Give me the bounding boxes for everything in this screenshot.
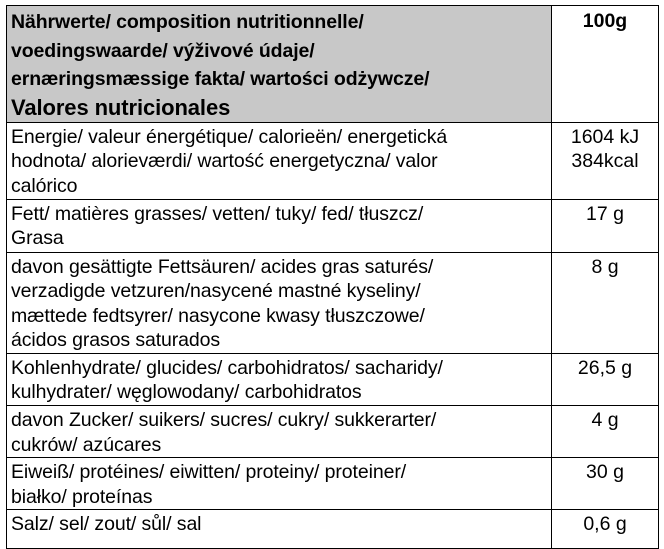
row-label-cell bbox=[7, 353, 552, 405]
row-value-cell bbox=[552, 406, 659, 458]
row-label-protein: Eiweiß/ protéines/ eiwitten/ proteiny/ proteiner/ białko/ proteínas bbox=[11, 461, 407, 508]
row-label-cell bbox=[7, 199, 552, 252]
row-value-cell bbox=[552, 510, 659, 549]
header-title-lines: Nährwerte/ composition nutritionnelle/ voedingswaarde/ výživové údaje/ ernæringsmæssige fakta/ wartości odżywcze/ bbox=[11, 11, 430, 90]
table-row bbox=[7, 122, 659, 199]
row-value-protein: 30 g bbox=[586, 461, 624, 484]
table-row bbox=[7, 458, 659, 510]
header-title bbox=[7, 6, 551, 122]
row-label-cell bbox=[7, 406, 552, 458]
row-label-salt: Salz/ sel/ zout/ sůl/ sal bbox=[11, 513, 202, 536]
row-label-saturated-fat: davon gesättigte Fettsäuren/ acides gras saturés/ verzadigde vetzuren/nasycené mastné kyseliny/ mættede fedtsyrer/ nasycone kwasy tłuszczowe/ ácidos grasos saturados bbox=[11, 255, 434, 352]
header-value-cell bbox=[552, 6, 659, 123]
row-value-saturated-fat: 8 g bbox=[591, 255, 619, 278]
row-value-cell bbox=[552, 252, 659, 353]
row-value-cell bbox=[552, 353, 659, 405]
table-row bbox=[7, 252, 659, 353]
header-title-last: Valores nutricionales bbox=[11, 94, 231, 120]
row-label-cell bbox=[7, 458, 552, 510]
header-row bbox=[7, 6, 659, 123]
row-label-cell bbox=[7, 122, 552, 199]
row-value-energy: 1604 kJ 384kcal bbox=[570, 125, 640, 173]
row-value-cell bbox=[552, 199, 659, 252]
row-value-fat: 17 g bbox=[586, 202, 624, 225]
row-label-fat: Fett/ matières grasses/ vetten/ tuky/ fed/ tłuszcz/ Grasa bbox=[11, 202, 424, 250]
row-label-sugars: davon Zucker/ suikers/ sucres/ cukry/ sukkerarter/ cukrów/ azúcares bbox=[11, 409, 437, 456]
table-row bbox=[7, 199, 659, 252]
nutrition-table bbox=[6, 5, 659, 549]
row-value-cell bbox=[552, 122, 659, 199]
row-value-sugars: 4 g bbox=[591, 409, 619, 432]
table-row bbox=[7, 353, 659, 405]
table-row bbox=[7, 510, 659, 549]
row-value-carbohydrates: 26,5 g bbox=[577, 356, 633, 379]
row-label-cell bbox=[7, 252, 552, 353]
row-label-carbohydrates: Kohlenhydrate/ glucides/ carbohidratos/ sacharidy/ kulhydrater/ węglowodany/ carbohidratos bbox=[11, 356, 443, 404]
row-label-energy: Energie/ valeur énergétique/ calorieën/ energetická hodnota/ alorieværdi/ wartość energetyczna/ valor calórico bbox=[11, 125, 448, 197]
header-label-cell bbox=[7, 6, 552, 123]
table-row bbox=[7, 406, 659, 458]
header-value: 100g bbox=[582, 10, 628, 32]
row-value-cell bbox=[552, 458, 659, 510]
row-value-salt: 0,6 g bbox=[583, 513, 627, 536]
row-label-cell bbox=[7, 510, 552, 549]
